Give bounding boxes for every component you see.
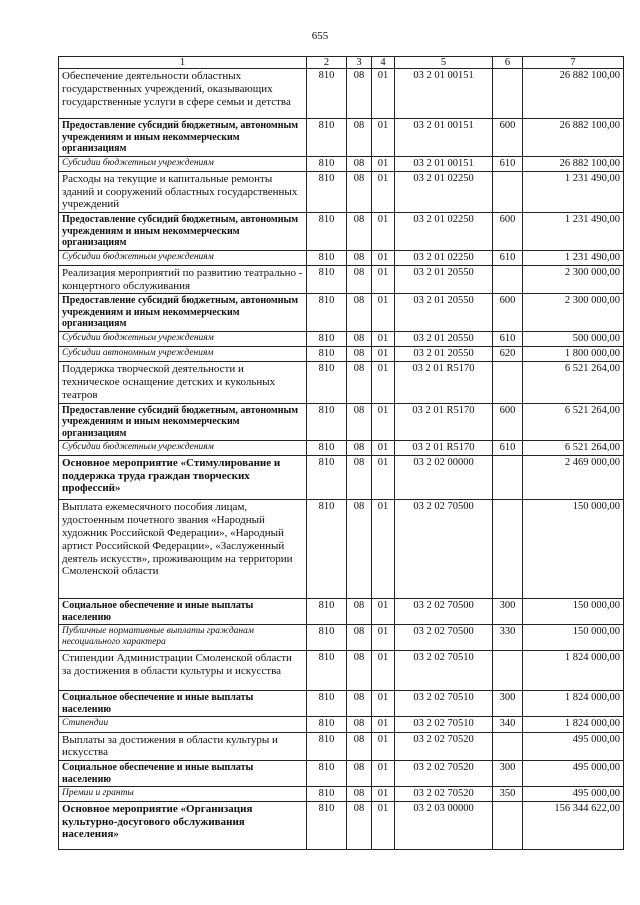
row-section-cell: 08 xyxy=(347,456,372,500)
row-name-cell: Социальное обеспечение и иные выплаты населению xyxy=(59,599,307,625)
row-admin-code-cell: 810 xyxy=(307,362,347,403)
row-target-article-cell: 03 2 01 20550 xyxy=(395,331,493,346)
row-admin-code-cell: 810 xyxy=(307,787,347,802)
row-subsection-cell: 01 xyxy=(372,403,395,441)
row-target-article-cell: 03 2 02 70510 xyxy=(395,717,493,732)
table-row xyxy=(59,787,624,802)
row-subsection-cell: 01 xyxy=(372,119,395,157)
row-admin-code-cell: 810 xyxy=(307,331,347,346)
row-target-article-cell: 03 2 02 70500 xyxy=(395,500,493,599)
row-admin-code-cell: 810 xyxy=(307,802,347,850)
row-admin-code-cell: 810 xyxy=(307,761,347,787)
row-expense-type-cell xyxy=(493,456,523,500)
row-subsection-cell: 01 xyxy=(372,213,395,251)
row-target-article-cell: 03 2 01 20550 xyxy=(395,265,493,294)
row-expense-type-cell: 610 xyxy=(493,156,523,171)
row-expense-type-cell: 350 xyxy=(493,787,523,802)
row-admin-code-cell: 810 xyxy=(307,156,347,171)
row-section-cell: 08 xyxy=(347,156,372,171)
row-amount-cell: 1 800 000,00 xyxy=(523,347,624,362)
row-amount-cell: 150 000,00 xyxy=(523,599,624,625)
row-section-cell: 08 xyxy=(347,265,372,294)
row-expense-type-cell: 610 xyxy=(493,441,523,456)
row-section-cell: 08 xyxy=(347,331,372,346)
row-amount-cell: 156 344 622,00 xyxy=(523,802,624,850)
row-expense-type-cell: 600 xyxy=(493,119,523,157)
row-target-article-cell: 03 2 03 00000 xyxy=(395,802,493,850)
row-name-cell: Предоставление субсидий бюджетным, автономным учреждениям и иным некоммерческим организациям xyxy=(59,119,307,157)
row-subsection-cell: 01 xyxy=(372,156,395,171)
row-amount-cell: 1 824 000,00 xyxy=(523,717,624,732)
row-target-article-cell: 03 2 02 70500 xyxy=(395,599,493,625)
table-row xyxy=(59,403,624,441)
row-section-cell: 08 xyxy=(347,250,372,265)
row-expense-type-cell: 610 xyxy=(493,331,523,346)
row-name-cell: Обеспечение деятельности областных государственных учреждений, оказывающих государственные услуги в сфере семьи и детства xyxy=(59,69,307,119)
row-expense-type-cell xyxy=(493,69,523,119)
row-subsection-cell: 01 xyxy=(372,787,395,802)
row-name-cell: Субсидии бюджетным учреждениям xyxy=(59,250,307,265)
row-admin-code-cell: 810 xyxy=(307,717,347,732)
header-col-5: 5 xyxy=(395,57,493,69)
row-target-article-cell: 03 2 01 02250 xyxy=(395,171,493,212)
page-number: 655 xyxy=(311,30,329,42)
row-amount-cell: 1 824 000,00 xyxy=(523,691,624,717)
row-amount-cell: 495 000,00 xyxy=(523,787,624,802)
row-subsection-cell: 01 xyxy=(372,171,395,212)
row-admin-code-cell: 810 xyxy=(307,651,347,691)
table-row xyxy=(59,69,624,119)
row-subsection-cell: 01 xyxy=(372,599,395,625)
row-target-article-cell: 03 2 02 00000 xyxy=(395,456,493,500)
row-expense-type-cell xyxy=(493,802,523,850)
row-admin-code-cell: 810 xyxy=(307,69,347,119)
row-target-article-cell: 03 2 02 70500 xyxy=(395,625,493,651)
table-row xyxy=(59,156,624,171)
row-target-article-cell: 03 2 01 02250 xyxy=(395,250,493,265)
row-subsection-cell: 01 xyxy=(372,625,395,651)
table-row xyxy=(59,171,624,212)
row-section-cell: 08 xyxy=(347,119,372,157)
header-col-1: 1 xyxy=(59,57,307,69)
row-name-cell: Публичные нормативные выплаты гражданам несоциального характера xyxy=(59,625,307,651)
table-row xyxy=(59,250,624,265)
row-amount-cell: 2 469 000,00 xyxy=(523,456,624,500)
row-section-cell: 08 xyxy=(347,171,372,212)
table-row xyxy=(59,213,624,251)
row-target-article-cell: 03 2 01 R5170 xyxy=(395,362,493,403)
row-target-article-cell: 03 2 02 70510 xyxy=(395,651,493,691)
row-admin-code-cell: 810 xyxy=(307,403,347,441)
row-admin-code-cell: 810 xyxy=(307,213,347,251)
row-name-cell: Расходы на текущие и капитальные ремонты зданий и сооружений областных государственных учреждений xyxy=(59,171,307,212)
header-col-6: 6 xyxy=(493,57,523,69)
row-name-cell: Выплаты за достижения в области культуры и искусства xyxy=(59,732,307,761)
row-section-cell: 08 xyxy=(347,787,372,802)
row-amount-cell: 1 231 490,00 xyxy=(523,213,624,251)
row-name-cell: Предоставление субсидий бюджетным, автономным учреждениям и иным некоммерческим организациям xyxy=(59,213,307,251)
table-row xyxy=(59,732,624,761)
row-amount-cell: 26 882 100,00 xyxy=(523,69,624,119)
row-subsection-cell: 01 xyxy=(372,500,395,599)
table-row xyxy=(59,456,624,500)
row-name-cell: Основное мероприятие «Организация культурно-досугового обслуживания населения» xyxy=(59,802,307,850)
row-admin-code-cell: 810 xyxy=(307,347,347,362)
row-name-cell: Реализация мероприятий по развитию театрально - концертного обслуживания xyxy=(59,265,307,294)
row-name-cell: Выплата ежемесячного пособия лицам, удостоенным почетного звания «Народный художник Российской Федерации», «Народный артист Российской Федерации», «Заслуженный деятель искусств», проживающим на территории Смоленской области xyxy=(59,500,307,599)
row-target-article-cell: 03 2 01 20550 xyxy=(395,294,493,332)
row-target-article-cell: 03 2 02 70510 xyxy=(395,691,493,717)
row-subsection-cell: 01 xyxy=(372,362,395,403)
header-col-3: 3 xyxy=(347,57,372,69)
table-row xyxy=(59,691,624,717)
row-admin-code-cell: 810 xyxy=(307,691,347,717)
row-expense-type-cell: 330 xyxy=(493,625,523,651)
table-row xyxy=(59,599,624,625)
header-row xyxy=(59,57,624,69)
row-amount-cell: 1 824 000,00 xyxy=(523,651,624,691)
row-name-cell: Социальное обеспечение и иные выплаты населению xyxy=(59,691,307,717)
row-section-cell: 08 xyxy=(347,403,372,441)
row-admin-code-cell: 810 xyxy=(307,265,347,294)
row-name-cell: Стипендии Администрации Смоленской области за достижения в области культуры и искусства xyxy=(59,651,307,691)
row-amount-cell: 495 000,00 xyxy=(523,732,624,761)
row-subsection-cell: 01 xyxy=(372,69,395,119)
row-expense-type-cell xyxy=(493,732,523,761)
row-name-cell: Поддержка творческой деятельности и техническое оснащение детских и кукольных театров xyxy=(59,362,307,403)
table-row xyxy=(59,119,624,157)
row-expense-type-cell xyxy=(493,265,523,294)
row-expense-type-cell: 300 xyxy=(493,599,523,625)
row-expense-type-cell: 600 xyxy=(493,403,523,441)
table-row xyxy=(59,802,624,850)
row-amount-cell: 2 300 000,00 xyxy=(523,265,624,294)
row-target-article-cell: 03 2 01 00151 xyxy=(395,69,493,119)
row-section-cell: 08 xyxy=(347,691,372,717)
table-row xyxy=(59,761,624,787)
row-expense-type-cell: 600 xyxy=(493,213,523,251)
row-section-cell: 08 xyxy=(347,441,372,456)
row-section-cell: 08 xyxy=(347,294,372,332)
row-admin-code-cell: 810 xyxy=(307,732,347,761)
row-expense-type-cell: 620 xyxy=(493,347,523,362)
row-amount-cell: 500 000,00 xyxy=(523,331,624,346)
row-name-cell: Субсидии автономным учреждениям xyxy=(59,347,307,362)
row-admin-code-cell: 810 xyxy=(307,294,347,332)
row-section-cell: 08 xyxy=(347,802,372,850)
row-expense-type-cell xyxy=(493,500,523,599)
row-subsection-cell: 01 xyxy=(372,331,395,346)
header-col-2: 2 xyxy=(307,57,347,69)
row-admin-code-cell: 810 xyxy=(307,250,347,265)
row-admin-code-cell: 810 xyxy=(307,599,347,625)
row-subsection-cell: 01 xyxy=(372,294,395,332)
table-row xyxy=(59,265,624,294)
table-row xyxy=(59,331,624,346)
row-subsection-cell: 01 xyxy=(372,441,395,456)
row-section-cell: 08 xyxy=(347,717,372,732)
row-amount-cell: 2 300 000,00 xyxy=(523,294,624,332)
row-amount-cell: 6 521 264,00 xyxy=(523,441,624,456)
row-expense-type-cell: 340 xyxy=(493,717,523,732)
row-name-cell: Субсидии бюджетным учреждениям xyxy=(59,441,307,456)
table-row xyxy=(59,294,624,332)
row-subsection-cell: 01 xyxy=(372,456,395,500)
row-amount-cell: 495 000,00 xyxy=(523,761,624,787)
row-expense-type-cell: 300 xyxy=(493,691,523,717)
row-target-article-cell: 03 2 02 70520 xyxy=(395,761,493,787)
row-admin-code-cell: 810 xyxy=(307,441,347,456)
row-expense-type-cell: 300 xyxy=(493,761,523,787)
row-section-cell: 08 xyxy=(347,500,372,599)
table-row xyxy=(59,347,624,362)
row-section-cell: 08 xyxy=(347,651,372,691)
row-name-cell: Субсидии бюджетным учреждениям xyxy=(59,156,307,171)
row-admin-code-cell: 810 xyxy=(307,119,347,157)
row-target-article-cell: 03 2 02 70520 xyxy=(395,787,493,802)
row-section-cell: 08 xyxy=(347,761,372,787)
row-name-cell: Основное мероприятие «Стимулирование и поддержка труда граждан творческих профессий» xyxy=(59,456,307,500)
budget-table xyxy=(58,56,624,850)
row-target-article-cell: 03 2 01 R5170 xyxy=(395,403,493,441)
row-target-article-cell: 03 2 01 20550 xyxy=(395,347,493,362)
row-expense-type-cell xyxy=(493,362,523,403)
row-expense-type-cell xyxy=(493,171,523,212)
row-target-article-cell: 03 2 01 00151 xyxy=(395,156,493,171)
row-subsection-cell: 01 xyxy=(372,250,395,265)
row-section-cell: 08 xyxy=(347,625,372,651)
row-admin-code-cell: 810 xyxy=(307,171,347,212)
row-subsection-cell: 01 xyxy=(372,347,395,362)
row-admin-code-cell: 810 xyxy=(307,625,347,651)
row-section-cell: 08 xyxy=(347,732,372,761)
row-section-cell: 08 xyxy=(347,362,372,403)
header-col-7: 7 xyxy=(523,57,624,69)
table-row xyxy=(59,500,624,599)
table-row xyxy=(59,362,624,403)
row-target-article-cell: 03 2 01 00151 xyxy=(395,119,493,157)
row-name-cell: Премии и гранты xyxy=(59,787,307,802)
row-admin-code-cell: 810 xyxy=(307,500,347,599)
row-expense-type-cell: 610 xyxy=(493,250,523,265)
row-section-cell: 08 xyxy=(347,213,372,251)
row-expense-type-cell: 600 xyxy=(493,294,523,332)
row-subsection-cell: 01 xyxy=(372,732,395,761)
row-amount-cell: 1 231 490,00 xyxy=(523,171,624,212)
row-subsection-cell: 01 xyxy=(372,761,395,787)
row-name-cell: Стипендии xyxy=(59,717,307,732)
row-name-cell: Социальное обеспечение и иные выплаты населению xyxy=(59,761,307,787)
row-amount-cell: 26 882 100,00 xyxy=(523,119,624,157)
table-row xyxy=(59,717,624,732)
row-target-article-cell: 03 2 02 70520 xyxy=(395,732,493,761)
row-subsection-cell: 01 xyxy=(372,651,395,691)
row-amount-cell: 26 882 100,00 xyxy=(523,156,624,171)
table-row xyxy=(59,441,624,456)
row-subsection-cell: 01 xyxy=(372,691,395,717)
row-amount-cell: 1 231 490,00 xyxy=(523,250,624,265)
row-name-cell: Предоставление субсидий бюджетным, автономным учреждениям и иным некоммерческим организациям xyxy=(59,403,307,441)
row-section-cell: 08 xyxy=(347,347,372,362)
row-admin-code-cell: 810 xyxy=(307,456,347,500)
row-amount-cell: 150 000,00 xyxy=(523,625,624,651)
row-amount-cell: 6 521 264,00 xyxy=(523,362,624,403)
row-subsection-cell: 01 xyxy=(372,802,395,850)
row-target-article-cell: 03 2 01 02250 xyxy=(395,213,493,251)
header-col-4: 4 xyxy=(372,57,395,69)
row-subsection-cell: 01 xyxy=(372,265,395,294)
table-row xyxy=(59,625,624,651)
row-section-cell: 08 xyxy=(347,69,372,119)
table-row xyxy=(59,651,624,691)
row-name-cell: Предоставление субсидий бюджетным, автономным учреждениям и иным некоммерческим организациям xyxy=(59,294,307,332)
row-target-article-cell: 03 2 01 R5170 xyxy=(395,441,493,456)
row-name-cell: Субсидии бюджетным учреждениям xyxy=(59,331,307,346)
row-amount-cell: 150 000,00 xyxy=(523,500,624,599)
row-subsection-cell: 01 xyxy=(372,717,395,732)
row-section-cell: 08 xyxy=(347,599,372,625)
row-expense-type-cell xyxy=(493,651,523,691)
row-amount-cell: 6 521 264,00 xyxy=(523,403,624,441)
